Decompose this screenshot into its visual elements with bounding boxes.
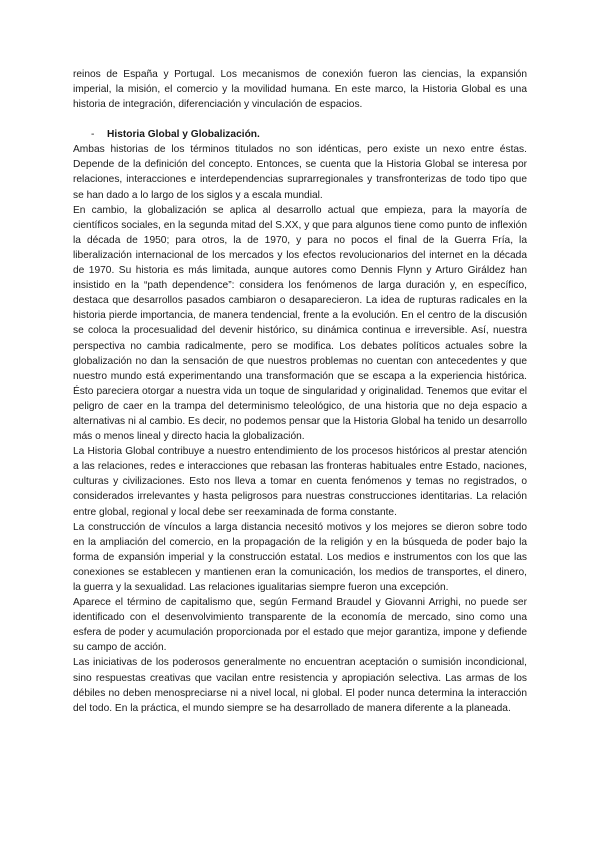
body-paragraph-6: Las iniciativas de los poderosos generalmente no encuentran aceptación o sumisión incondicional, sino respuestas creativas que vacilan entre resistencia y apropiación selectiva. Las armas de los débiles no deben menospreciarse ni a nivel local, ni global. El poder nunca determina la interacción del todo. En la práctica, el mundo siempre se ha desarrollado de manera diferente a la planeada. — [73, 657, 527, 714]
document-page — [73, 67, 527, 716]
body-paragraph-1: Ambas historias de los términos titulados no son idénticas, pero existe un nexo entre éstas. Depende de la definición del concepto. Entonces, se cuenta que la Historia Global se interesa por relaciones, interacciones e interdependencias suprarregionales y transfronterizas de todo tipo que se han dado a lo largo de los siglos y a escala mundial. — [73, 144, 527, 201]
body-paragraph-3: La Historia Global contribuye a nuestro entendimiento de los procesos históricos al prestar atención a las relaciones, redes e interacciones que rebasan las fronteras habituales entre Estado, naciones, culturas y civilizaciones. Esto nos lleva a tomar en cuenta fenómenos y temas no registrados, o considerados irrelevantes y hasta peligrosos para nuestras construcciones identitarias. La relación entre global, regional y local debe ser reexaminada de forma constante. — [73, 446, 527, 518]
body-paragraph-5: Aparece el término de capitalismo que, según Fermand Braudel y Giovanni Arrighi, no puede ser identificado con el desenvolvimiento transparente de la economía de mercado, sino como una esfera de poder y acumulación proporcionada por el estado que mejor garantiza, impone y defiende su campo de acción. — [73, 597, 527, 654]
section-title: Historia Global y Globalización. — [107, 129, 260, 141]
body-paragraph-2: En cambio, la globalización se aplica al desarrollo actual que empieza, para la mayoría de científicos sociales, en la segunda mitad del S.XX, y que para algunos tiene como punto de inflexión la década de 1950; para otros, la de 1970, y para no pocos el final de la Guerra Fría, la liberalización internacional de los mercados y los efectos revolucionarios del internet en la década de 1970. Su historia es más limitada, aunque autores como Dennis Flynn y Arturo Giráldez han insistido en la “path dependence”: considera los fenómenos de larga duración y, en específico, destaca que desarrollos pasados cambiaron o desaparecieron. La idea de rupturas radicales en la historia pierde importancia, de manera tendencial, frente a la evolución. En el centro de la discusión se coloca la procesualidad del devenir histórico, su dinámica continua e irreversible. Así, nuestra perspectiva no cambia radicalmente, pero se modifica. Los debates políticos actuales sobre la globalización no dan la sensación de que nuestros problemas no cuentan con antecedentes y que nuestro mundo está experimentando una transformación que se escapa a la experiencia histórica. Ésto pareciera otorgar a nuestra vida un toque de singularidad y originalidad. Tenemos que evitar el peligro de caer en la trampa del determinismo teleológico, de una historia que no deja espacio a alternativas ni al cambio. Es decir, no podemos pensar que la Historia Global ha tenido un desarrollo más o menos lineal y directo hacia la globalización. — [73, 204, 527, 443]
intro-paragraph: reinos de España y Portugal. Los mecanismos de conexión fueron las ciencias, la expansión imperial, la misión, el comercio y la movilidad humana. En este marco, la Historia Global es una historia de integración, diferenciación y vinculación de espacios. — [73, 69, 527, 111]
bullet-marker: - — [91, 129, 95, 141]
body-paragraph-4: La construcción de vínculos a larga distancia necesitó motivos y los mejores se dieron sobre todo en la ampliación del comercio, en la propagación de la religión y en la búsqueda de poder bajo la forma de expansión imperial y la construcción estatal. Los medios e instrumentos con los que las conexiones se establecen y mantienen eran la comunicación, los medios de transportes, el dinero, la guerra y la sexualidad. Las relaciones igualitarias siempre fueron una excepción. — [73, 521, 527, 593]
section-heading — [73, 127, 527, 142]
